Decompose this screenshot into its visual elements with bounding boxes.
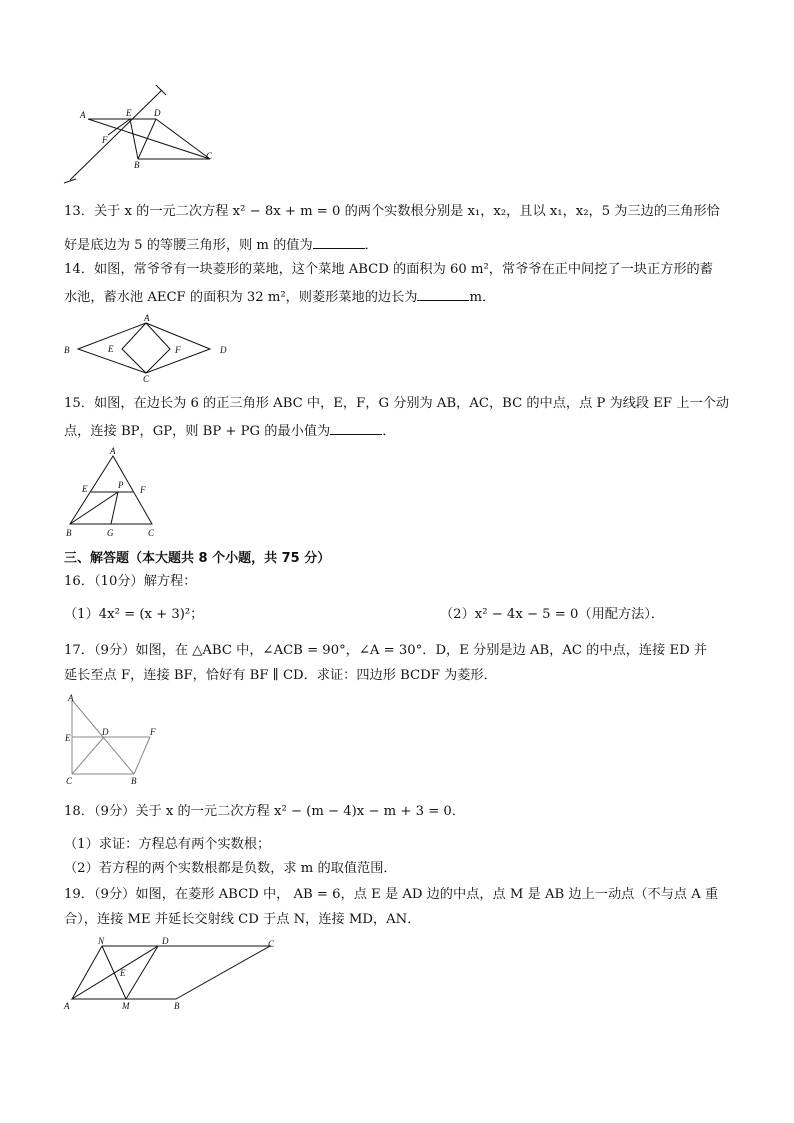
q18-stem: 18．（9分）关于 x 的一元二次方程 x² − (m − 4)x − m + 3 = 0． [64, 804, 466, 819]
fig14-label-d: D [220, 345, 227, 355]
fig15-label-p: P [118, 480, 124, 490]
figure-q17 [62, 692, 172, 788]
q14-line2-end: m． [469, 290, 496, 305]
fig15-label-a: A [110, 446, 116, 456]
q14-answer-blank[interactable] [417, 288, 469, 301]
fig19-label-c: C [268, 939, 275, 949]
figure-q19-svg [60, 936, 290, 1016]
q13-line1: 13．关于 x 的一元二次方程 x² − 8x + m = 0 的两个实数根分别是 x₁，x₂，且以 x₁，x₂，5 为三边的三角形恰 [64, 204, 720, 219]
fig17-label-b: B [131, 776, 137, 786]
q13-line2-text: 好是底边为 5 的等腰三角形，则 m 的值为 [64, 238, 313, 253]
fig17-label-d: D [102, 727, 109, 737]
fig19-label-b: B [174, 1001, 180, 1011]
q15-line1: 15．如图，在边长为 6 的正三角形 ABC 中，E，F，G 分别为 AB，AC，BC 的中点，点 P 为线段 EF 上一个动 [64, 396, 730, 411]
fig19-label-e: E [120, 968, 126, 978]
q13-answer-blank[interactable] [313, 236, 365, 249]
fig15-label-c: C [148, 528, 155, 538]
q15-line2-text: 点，连接 BP，GP，则 BP + PG 的最小值为 [64, 424, 331, 439]
fig14-label-f: F [175, 345, 181, 355]
fig12-label-b: B [134, 160, 140, 170]
fig17-label-f: F [150, 727, 156, 737]
q13-line2 [64, 236, 378, 255]
q19-line2: 合），连接 ME 并延长交射线 CD 于点 N，连接 MD，AN． [64, 912, 421, 927]
figure-q14-svg [60, 313, 240, 385]
q14-line2 [64, 288, 495, 307]
q15-line2-end: ． [382, 424, 396, 439]
q16-parts [64, 606, 764, 624]
fig19-label-n: N [98, 936, 105, 946]
fig17-label-a: A [68, 693, 74, 703]
q14-line1: 14．如图，常爷爷有一块菱形的菜地，这个菜地 ABCD 的面积为 60 m²，常爷爷在正中间挖了一块正方形的蓄 [64, 262, 713, 277]
q18-part1: （1）求证：方程总有两个实数根； [64, 837, 271, 852]
fig12-label-d: D [154, 108, 161, 118]
fig17-label-c: C [66, 776, 73, 786]
fig14-label-b: B [64, 345, 70, 355]
fig12-label-c: C [206, 151, 213, 161]
figure-q15 [60, 446, 170, 542]
fig19-label-d: D [162, 936, 169, 946]
q17-line2: 延长至点 F，连接 BF，恰好有 BF ∥ CD．求证：四边形 BCDF 为菱形． [64, 668, 497, 683]
figure-q17-svg [62, 692, 172, 788]
fig14-label-e: E [108, 344, 114, 354]
figure-q15-svg [60, 446, 170, 542]
fig15-label-b: B [66, 528, 72, 538]
fig14-label-a: A [144, 313, 150, 323]
figure-q12-svg [60, 85, 230, 190]
fig14-label-c: C [143, 374, 150, 384]
q16-part1: （1）4x² = (x + 3)²； [64, 607, 204, 622]
q15-line2 [64, 422, 395, 441]
fig15-label-f: F [140, 485, 146, 495]
q19-line1: 19．（9分）如图，在菱形 ABCD 中， AB = 6，点 E 是 AD 边的中点，点 M 是 AB 边上一动点（不与点 A 重 [64, 887, 719, 902]
q17-line1: 17．（9分）如图，在 △ABC 中，∠ACB = 90°，∠A = 30°．D，E 分别是边 AB，AC 的中点，连接 ED 并 [64, 643, 708, 658]
q18-part2: （2）若方程的两个实数根都是负数，求 m 的取值范围． [64, 861, 397, 876]
figure-q14 [60, 313, 240, 385]
fig17-label-e: E [65, 733, 71, 743]
figure-q19 [60, 936, 290, 1016]
fig19-label-m: M [122, 1001, 130, 1011]
q15-answer-blank[interactable] [330, 422, 382, 435]
q16-part2: （2）x² − 4x − 5 = 0（用配方法）． [440, 607, 665, 622]
q14-line2-text: 水池，蓄水池 AECF 的面积为 32 m²，则菱形菜地的边长为 [64, 290, 418, 305]
fig12-label-f: F [102, 135, 108, 145]
section3-heading: 三、解答题（本大题共 8 个小题，共 75 分） [64, 551, 331, 566]
fig12-label-e: E [126, 108, 132, 118]
q16-stem: 16．（10分）解方程： [64, 574, 197, 589]
fig15-label-g: G [107, 528, 114, 538]
fig19-label-a: A [64, 1001, 70, 1011]
fig12-label-a: A [80, 110, 86, 120]
figure-q12 [60, 85, 230, 190]
fig15-label-e: E [82, 484, 88, 494]
q13-line2-end: ． [364, 238, 378, 253]
